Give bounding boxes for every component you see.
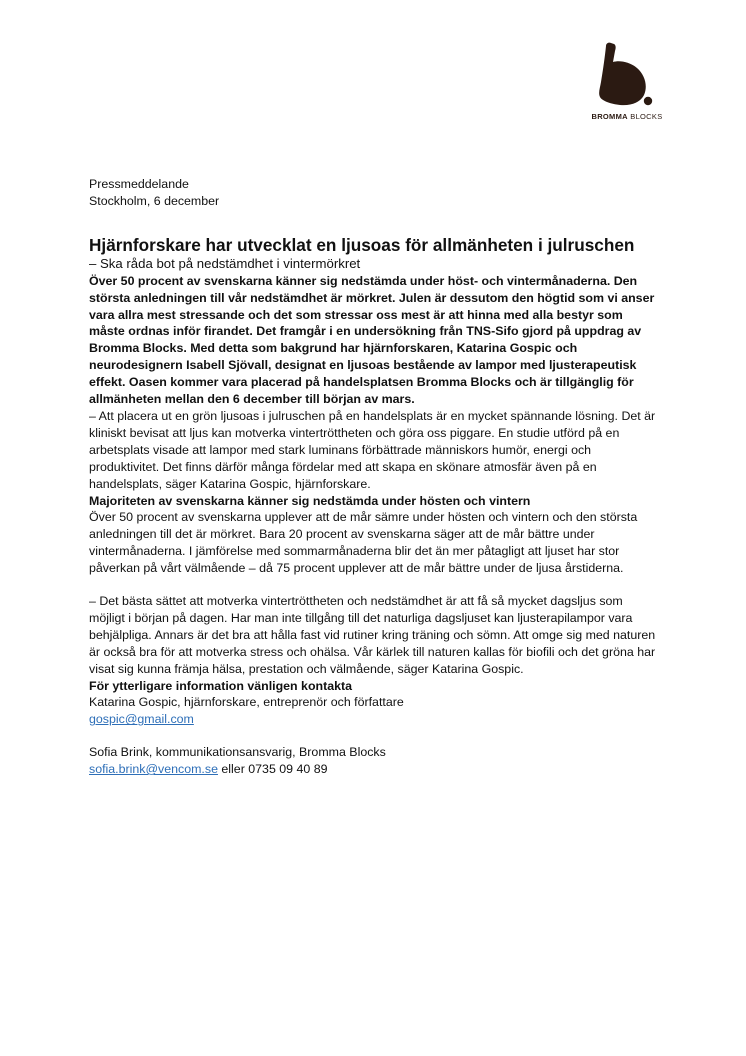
section-body: Över 50 procent av svenskarna upplever att de mår sämre under hösten och vintern och den största anledningen till det är mörkret. Bara 20 procent av svenskarna säger att de mår bättre under vintermånaderna. I jämförelse med sommarmånaderna blir det än mer påtagligt att ljuset har stor påverkan på vårt välmående – då 75 procent upplever att de mår bättre under de ljusa årstiderna. bbox=[89, 510, 638, 576]
document-type: Pressmeddelande bbox=[89, 177, 189, 191]
headline-subtitle: – Ska råda bot på nedstämdhet i vintermörkret bbox=[89, 255, 361, 271]
section-heading: Majoriteten av svenskarna känner sig nedstämda under hösten och vintern bbox=[89, 493, 531, 508]
contact-block-2 bbox=[89, 744, 659, 778]
place-date: Stockholm, 6 december bbox=[89, 193, 220, 208]
contact-person-1: Katarina Gospic, hjärnforskare, entreprenör och författare bbox=[89, 695, 404, 710]
press-release bbox=[89, 176, 659, 778]
headline-title: Hjärnforskare har utvecklat en ljusoas för allmänheten i julruschen bbox=[89, 234, 635, 255]
contact-person-2: Sofia Brink, kommunikationsansvarig, Bromma Blocks bbox=[89, 745, 386, 760]
release-meta bbox=[89, 176, 659, 210]
quote-paragraph-1: – Att placera ut en grön ljusoas i julruschen på en handelsplats är en mycket spännande lösning. Det är kliniskt bevisat att ljus kan motverka vintertröttheten och göra oss piggare. En studie utförd på en arbetsplats visade att lampor med stark luminans förbättrade människors humör, energi och produktivitet. Det finns därför många fördelar med att skapa en skönare atmosfär även på en handelsplats, säger Katarina Gospic, hjärnforskare. bbox=[89, 408, 656, 491]
contact-email-2-link[interactable]: sofia.brink@vencom.se bbox=[89, 762, 218, 777]
logo-wordmark: BROMMA BLOCKS bbox=[591, 112, 663, 121]
contact-email-1-link[interactable]: gospic@gmail.com bbox=[89, 712, 194, 727]
bromma-blocks-b-icon bbox=[592, 42, 656, 108]
contact-line-2 bbox=[89, 761, 659, 778]
section-block bbox=[89, 493, 659, 578]
contact-phone: eller 0735 09 40 89 bbox=[217, 762, 328, 777]
contact-heading: För ytterligare information vänligen kontakta bbox=[89, 678, 353, 693]
contact-block-1 bbox=[89, 678, 659, 729]
bromma-blocks-logo bbox=[588, 42, 666, 124]
quote-paragraph-2: – Det bästa sättet att motverka vintertröttheten och nedstämdhet är att få så mycket dagsljus som möjligt i början på dagen. Har man inte tillgång till det naturliga dagsljuset kan ljusterapilampor vara behjälpliga. Annars är det bra att hålla fast vid rutiner kring träning och sömn. Att omge sig med naturen är också bra för att motverka stress och ohälsa. Vår kärlek till naturen kallas för biofili och det gröna har visat sig kunna främja hälsa, prestation och välmående, säger Katarina Gospic. bbox=[89, 594, 656, 676]
lead-paragraph: Över 50 procent av svenskarna känner sig nedstämda under höst- och vintermånaderna. Den största anledningen till vår nedstämdhet är mörkret. Julen är dessutom den högtid som vi anser vara allra mest stressande och det som stressar oss mest är att hinna med alla bestyr som måste ordnas inför firandet. Det framgår i en undersökning från TNS-Sifo gjord på uppdrag av Bromma Blocks. Med detta som bakgrund har hjärnforskaren, Katarina Gospic och neurodesignern Isabell Sjövall, designat en ljusoas bestående av lampor med ljusterapeutisk effekt. Oasen kommer vara placerad på handelsplatsen Bromma Blocks och är tillgänglig för allmänheten mellan den 6 december till början av mars. bbox=[89, 273, 655, 407]
